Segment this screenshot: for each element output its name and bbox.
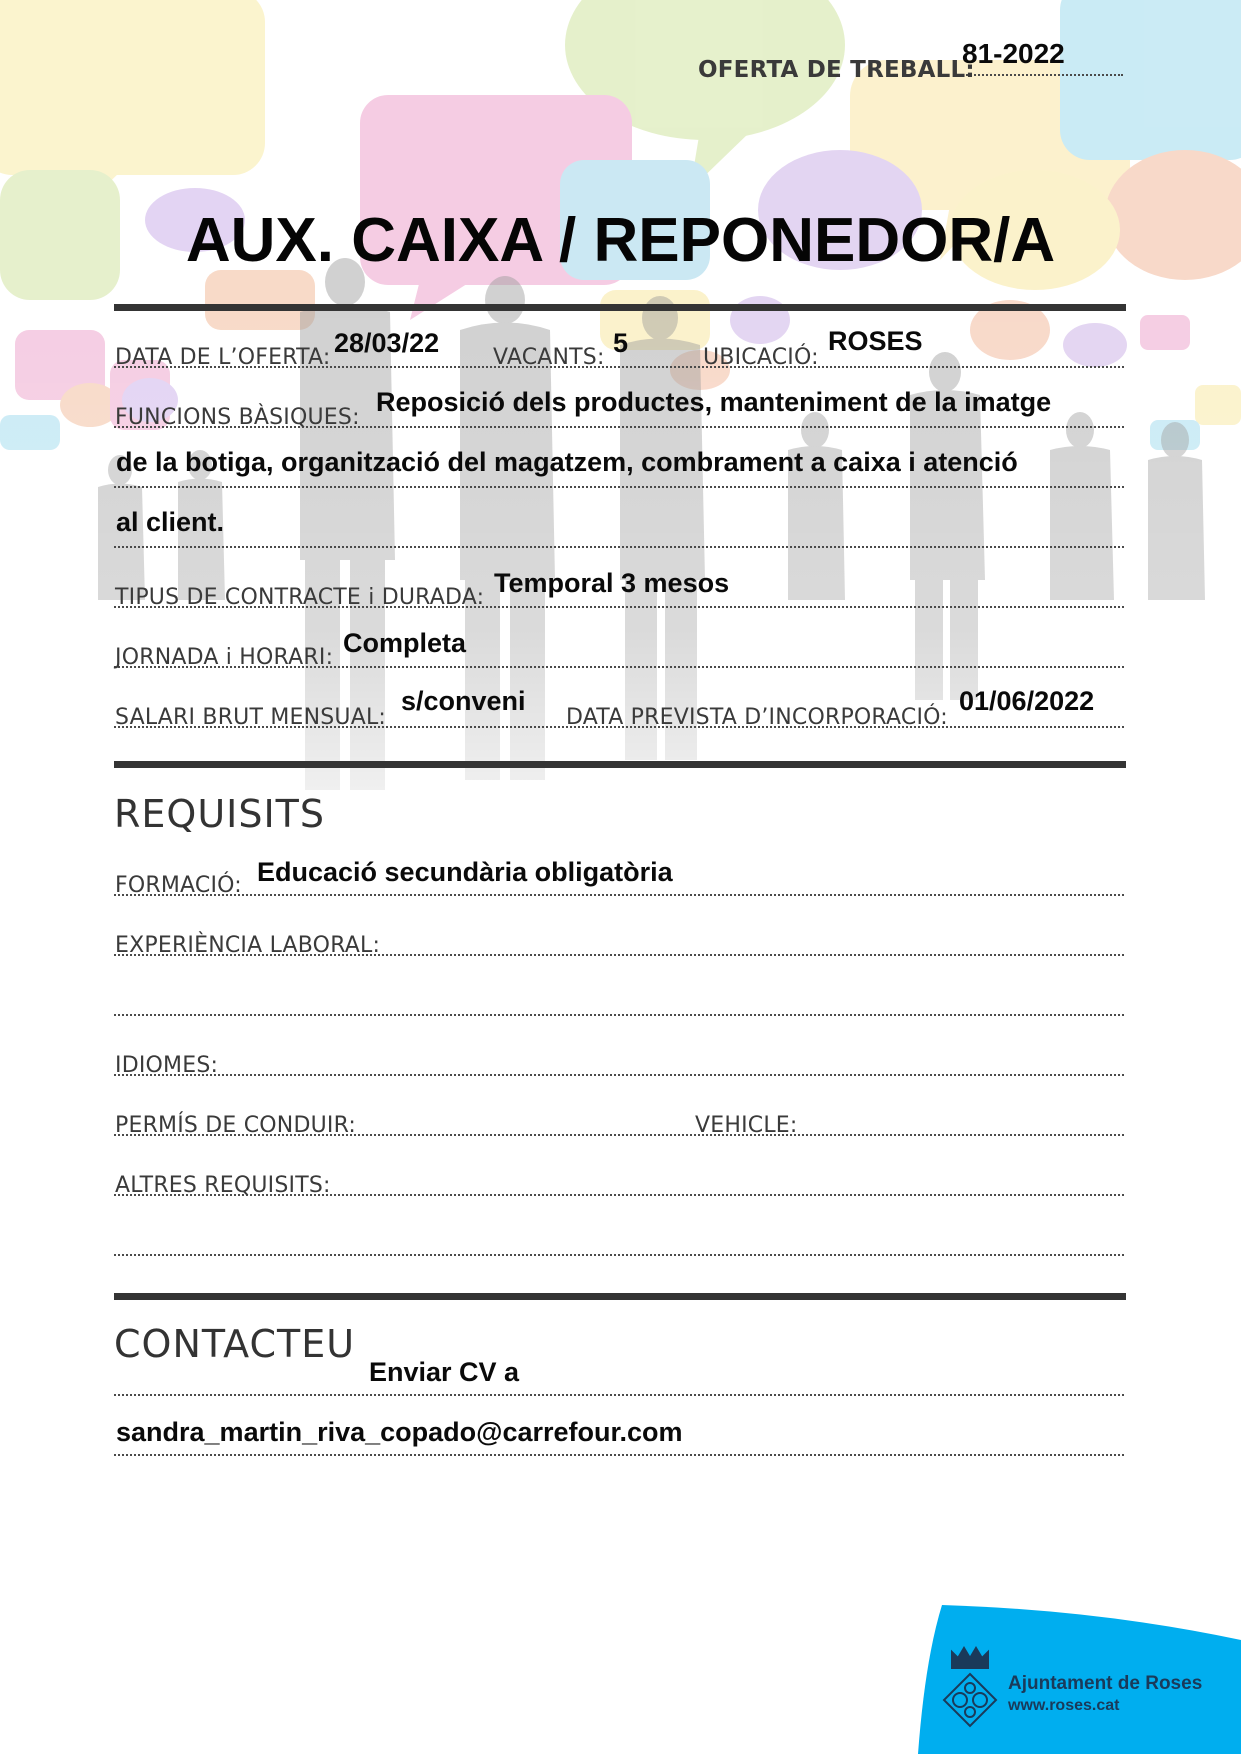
languages-label: IDIOMES: [115,1053,219,1078]
driving-license-label: PERMÍS DE CONDUIR: [115,1113,357,1138]
salary-label: SALARI BRUT MENSUAL: [115,705,387,730]
schedule-value: Completa [343,628,467,658]
location-label: UBICACIÓ: [703,345,819,370]
other-requirements-label: ALTRES REQUISITS: [115,1173,331,1198]
education-value: Educació secundària obligatòria [257,857,673,887]
functions-line-3: al client. [116,507,225,537]
page-title: AUX. CAIXA / REPONEDOR/A [185,206,1056,275]
vacancies-value: 5 [613,328,629,358]
start-date-value: 01/06/2022 [959,686,1095,716]
offer-date-label: DATA DE L’OFERTA: [115,345,331,370]
contact-line-1: Enviar CV a [369,1357,520,1387]
divider-bottom [114,1293,1126,1300]
schedule-label: JORNADA i HORARI: [115,645,334,670]
offer-number-label: OFERTA DE TREBALL: [698,57,975,83]
contact-heading: CONTACTEU [114,1322,356,1366]
org-url[interactable]: www.roses.cat [1008,1697,1120,1714]
vehicle-label: VEHICLE: [695,1113,798,1138]
requirements-heading: REQUISITS [114,792,326,836]
salary-value: s/conveni [401,686,526,716]
offer-date-value: 28/03/22 [334,328,440,358]
functions-label: FUNCIONS BÀSIQUES: [115,405,360,430]
divider-top [114,304,1126,311]
vacancies-label: VACANTS: [493,345,605,370]
offer-number-value: 81-2022 [962,38,1065,69]
experience-label: EXPERIÈNCIA LABORAL: [115,933,381,958]
education-label: FORMACIÓ: [115,873,242,898]
divider-middle [114,761,1126,768]
functions-line-2: de la botiga, organització del magatzem, combrament a caixa i atenció [116,447,1018,477]
coat-of-arms-icon [938,1640,1002,1740]
start-date-label: DATA PREVISTA D’INCORPORACIÓ: [566,705,948,730]
contract-value: Temporal 3 mesos [494,568,730,598]
functions-line-1: Reposició dels productes, manteniment de la imatge [376,387,1052,417]
contact-email: sandra_martin_riva_copado@carrefour.com [116,1417,683,1447]
location-value: ROSES [828,326,923,356]
org-name: Ajuntament de Roses [1008,1673,1203,1694]
contract-label: TIPUS DE CONTRACTE i DURADA: [115,585,485,610]
